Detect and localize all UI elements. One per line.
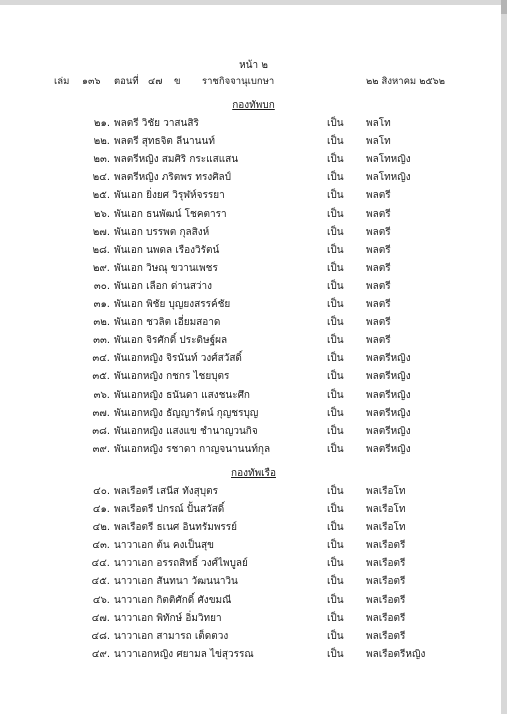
entry-verb: เป็น	[327, 558, 344, 570]
entry-name: พลตรี สุทธจิต ลีนานนท์	[114, 136, 215, 148]
scrollbar-thumb[interactable]	[501, 0, 507, 14]
entry-rank: พลเรือโท	[366, 504, 406, 515]
entry-rank: พลตรี	[366, 208, 391, 220]
list-item	[0, 388, 507, 404]
entry-name: พันเอกหญิง ธนันดา แสงชนะศึก	[114, 389, 250, 401]
entry-rank: พลตรี	[366, 299, 391, 310]
list-item	[0, 629, 507, 645]
list-item	[0, 611, 507, 627]
entry-verb: เป็น	[327, 648, 344, 660]
entry-name: พันเอก บรรพต กุลสิงห์	[114, 226, 210, 238]
list-item	[0, 170, 507, 186]
list-item	[0, 243, 507, 259]
entry-name: พลตรีหญิง สมศิริ กระแสแสน	[114, 154, 239, 166]
entry-name: พันเอกหญิง ธัญญารัตน์ กุญชรบุญ	[114, 407, 259, 419]
entry-rank: พลเรือตรีหญิง	[366, 648, 426, 660]
entry-rank: พลตรีหญิง	[366, 407, 411, 419]
entry-verb: เป็น	[327, 594, 344, 606]
volume-label: เล่ม	[54, 76, 70, 87]
section-heading: กองทัพเรือ	[231, 467, 276, 479]
entry-verb: เป็น	[327, 407, 344, 419]
entry-name: นาวาเอก อรรถสิทธิ์ วงศ์ไพบูลย์	[114, 558, 248, 570]
entry-number: ๔๐.	[93, 485, 110, 497]
entry-rank: พลโท	[366, 136, 391, 148]
list-item	[0, 369, 507, 385]
entry-name: พันเอก วิษณุ ขวานเพชร	[114, 262, 218, 274]
section-number: ๔๗	[148, 76, 163, 87]
entry-rank: พลโท	[366, 118, 391, 129]
entry-verb: เป็น	[327, 226, 344, 238]
entry-number: ๓๗.	[92, 407, 110, 419]
entry-name: พลเรือตรี เสนีส ทังสุบุตร	[114, 485, 218, 497]
entry-verb: เป็น	[327, 118, 344, 129]
entry-name: พลตรี วิชัย วาสนสิริ	[114, 118, 199, 129]
entry-rank: พลโทหญิง	[366, 172, 411, 184]
entry-number: ๒๓.	[93, 154, 110, 166]
entry-name: พันเอกหญิง กชกร ไชยบุตร	[114, 371, 230, 383]
entry-rank: พลตรีหญิง	[366, 371, 411, 383]
entry-number: ๔๔.	[91, 558, 110, 570]
entry-name: นาวาเอก สันทนา วัฒนนาวิน	[114, 576, 238, 588]
entry-name: พลตรีหญิง ภริตพร ทรงศิลป์	[114, 172, 232, 184]
entry-number: ๔๒.	[92, 522, 110, 534]
entry-rank: พลเรือโท	[366, 485, 406, 497]
entry-name: พันเอก จิรศักดิ์ ประดิษฐ์ผล	[114, 335, 228, 347]
list-item	[0, 574, 507, 590]
entry-number: ๔๖.	[92, 594, 110, 606]
entry-name: พลเรือตรี ธเนศ อินทรัมพรรย์	[114, 522, 238, 534]
entry-number: ๓๕.	[92, 371, 110, 383]
entry-number: ๔๑.	[92, 504, 110, 515]
entry-verb: เป็น	[327, 190, 344, 202]
entry-number: ๔๙.	[91, 648, 110, 660]
entry-verb: เป็น	[327, 630, 344, 642]
entry-number: ๓๘.	[92, 425, 110, 437]
entry-verb: เป็น	[327, 371, 344, 383]
list-item	[0, 351, 507, 367]
section-letter: ข	[174, 76, 181, 87]
volume-number: ๑๓๖	[82, 76, 101, 87]
entry-rank: พลเรือตรี	[366, 540, 406, 552]
entry-name: พันเอก พิชัย บุญยงสรรค์ชัย	[114, 299, 231, 310]
running-header	[54, 74, 474, 88]
entry-rank: พลตรี	[366, 317, 391, 329]
list-item	[0, 406, 507, 422]
page-number-label: หน้า	[239, 60, 259, 71]
entry-rank: พลเรือตรี	[366, 558, 406, 570]
list-item	[0, 424, 507, 440]
entry-number: ๓๔.	[92, 353, 110, 365]
entry-rank: พลตรีหญิง	[366, 353, 411, 365]
entry-number: ๔๕.	[91, 576, 110, 588]
entry-number: ๔๘.	[91, 630, 110, 642]
list-item	[0, 442, 507, 458]
list-item	[0, 484, 507, 500]
entry-rank: พลโทหญิง	[366, 154, 411, 166]
entry-name: พันเอก เลือก ด่านสว่าง	[114, 280, 213, 292]
list-item	[0, 261, 507, 277]
entry-verb: เป็น	[327, 540, 344, 552]
entry-number: ๔๗.	[91, 612, 110, 624]
entry-rank: พลตรีหญิง	[366, 443, 411, 455]
list-item	[0, 556, 507, 572]
list-item	[0, 207, 507, 223]
list-item	[0, 538, 507, 554]
entry-name: พันเอกหญิง จิรนันท์ วงศ์สวัสดิ์	[114, 353, 242, 365]
entry-number: ๒๙.	[92, 262, 110, 274]
entry-rank: พลตรี	[366, 190, 391, 202]
list-item	[0, 152, 507, 168]
entry-name: นาวาเอก พิทักษ์ อิ่มวิทยา	[114, 612, 222, 624]
list-item	[0, 225, 507, 241]
entry-rank: พลตรี	[366, 262, 391, 274]
entry-name: พันเอก ธนพัฒน์ โชคตารา	[114, 208, 227, 220]
entry-number: ๓๑.	[93, 299, 110, 310]
entry-name: นาวาเอก ต้น คงเป็นสุข	[114, 540, 214, 552]
entry-rank: พลตรี	[366, 226, 391, 238]
entry-verb: เป็น	[327, 154, 344, 166]
list-item	[0, 333, 507, 349]
page-number-value: ๒	[261, 60, 268, 71]
list-item	[0, 647, 507, 663]
entry-verb: เป็น	[327, 353, 344, 365]
entry-rank: พลตรีหญิง	[366, 389, 411, 401]
entry-verb: เป็น	[327, 425, 344, 437]
entry-rank: พลเรือตรี	[366, 612, 406, 624]
entry-verb: เป็น	[327, 317, 344, 329]
entry-number: ๒๘.	[92, 244, 110, 256]
entry-verb: เป็น	[327, 612, 344, 624]
entry-name: พลเรือตรี ปกรณ์ ปั้นสวัสดิ์	[114, 504, 225, 515]
entry-number: ๒๕.	[92, 190, 110, 202]
entry-name: นาวาเอก สามารถ เต็ดตวง	[114, 630, 229, 642]
entry-rank: พลตรี	[366, 335, 391, 347]
entry-rank: พลเรือตรี	[366, 576, 406, 588]
list-item	[0, 116, 507, 132]
entry-number: ๓๖.	[93, 389, 110, 401]
entry-verb: เป็น	[327, 244, 344, 256]
entry-number: ๓๒.	[93, 317, 110, 329]
entry-number: ๒๖.	[93, 208, 110, 220]
entry-name: นาวาเอกหญิง ศยามล ไข่สุวรรณ	[114, 648, 254, 660]
entry-number: ๒๔.	[92, 172, 110, 184]
entry-verb: เป็น	[327, 485, 344, 497]
section-label: ตอนที่	[114, 76, 139, 87]
entry-rank: พลตรีหญิง	[366, 425, 411, 437]
entry-verb: เป็น	[327, 576, 344, 588]
list-item	[0, 188, 507, 204]
entry-name: พันเอก นพดล เรืองวิรัตน์	[114, 244, 220, 256]
entry-verb: เป็น	[327, 522, 344, 534]
entry-verb: เป็น	[327, 299, 344, 310]
entry-rank: พลเรือโท	[366, 522, 406, 534]
entry-name: พันเอกหญิง แสงแข ชำนาญวนกิจ	[114, 425, 258, 437]
entry-number: ๓๐.	[93, 280, 110, 292]
entry-rank: พลเรือตรี	[366, 594, 406, 606]
entry-rank: พลตรี	[366, 244, 391, 256]
viewer-top-border	[0, 0, 507, 5]
entry-verb: เป็น	[327, 389, 344, 401]
entry-verb: เป็น	[327, 262, 344, 274]
entry-name: พันเอก ชวลิต เอี่ยมสอาด	[114, 317, 221, 329]
entry-name: พันเอกหญิง รชาดา กาญจนานนท์กุล	[114, 443, 271, 455]
entry-verb: เป็น	[327, 136, 344, 148]
list-item	[0, 134, 507, 150]
entry-name: พันเอก ยิ่งยศ วิรุฬห์จรรยา	[114, 190, 225, 202]
entry-verb: เป็น	[327, 172, 344, 184]
list-item	[0, 297, 507, 313]
entry-number: ๒๗.	[92, 226, 110, 238]
list-item	[0, 315, 507, 331]
list-item	[0, 279, 507, 295]
entry-verb: เป็น	[327, 208, 344, 220]
list-item	[0, 520, 507, 536]
entry-verb: เป็น	[327, 280, 344, 292]
section-heading: กองทัพบก	[232, 100, 275, 111]
entry-number: ๒๒.	[93, 136, 110, 148]
entry-verb: เป็น	[327, 504, 344, 515]
entry-rank: พลตรี	[366, 280, 391, 292]
entry-verb: เป็น	[327, 335, 344, 347]
entry-rank: พลเรือตรี	[366, 630, 406, 642]
list-item	[0, 593, 507, 609]
page-number	[0, 58, 507, 73]
entry-number: ๓๓.	[93, 335, 110, 347]
issue-date: ๒๒ สิงหาคม ๒๕๖๒	[366, 76, 445, 87]
entry-verb: เป็น	[327, 443, 344, 455]
entry-number: ๔๓.	[92, 540, 110, 552]
gazette-name: ราชกิจจานุเบกษา	[202, 76, 275, 87]
list-item	[0, 502, 507, 518]
entry-number: ๓๙.	[92, 443, 110, 455]
entry-name: นาวาเอก กิตติศักดิ์ ศังขมณี	[114, 594, 232, 606]
entry-number: ๒๑.	[93, 118, 110, 129]
